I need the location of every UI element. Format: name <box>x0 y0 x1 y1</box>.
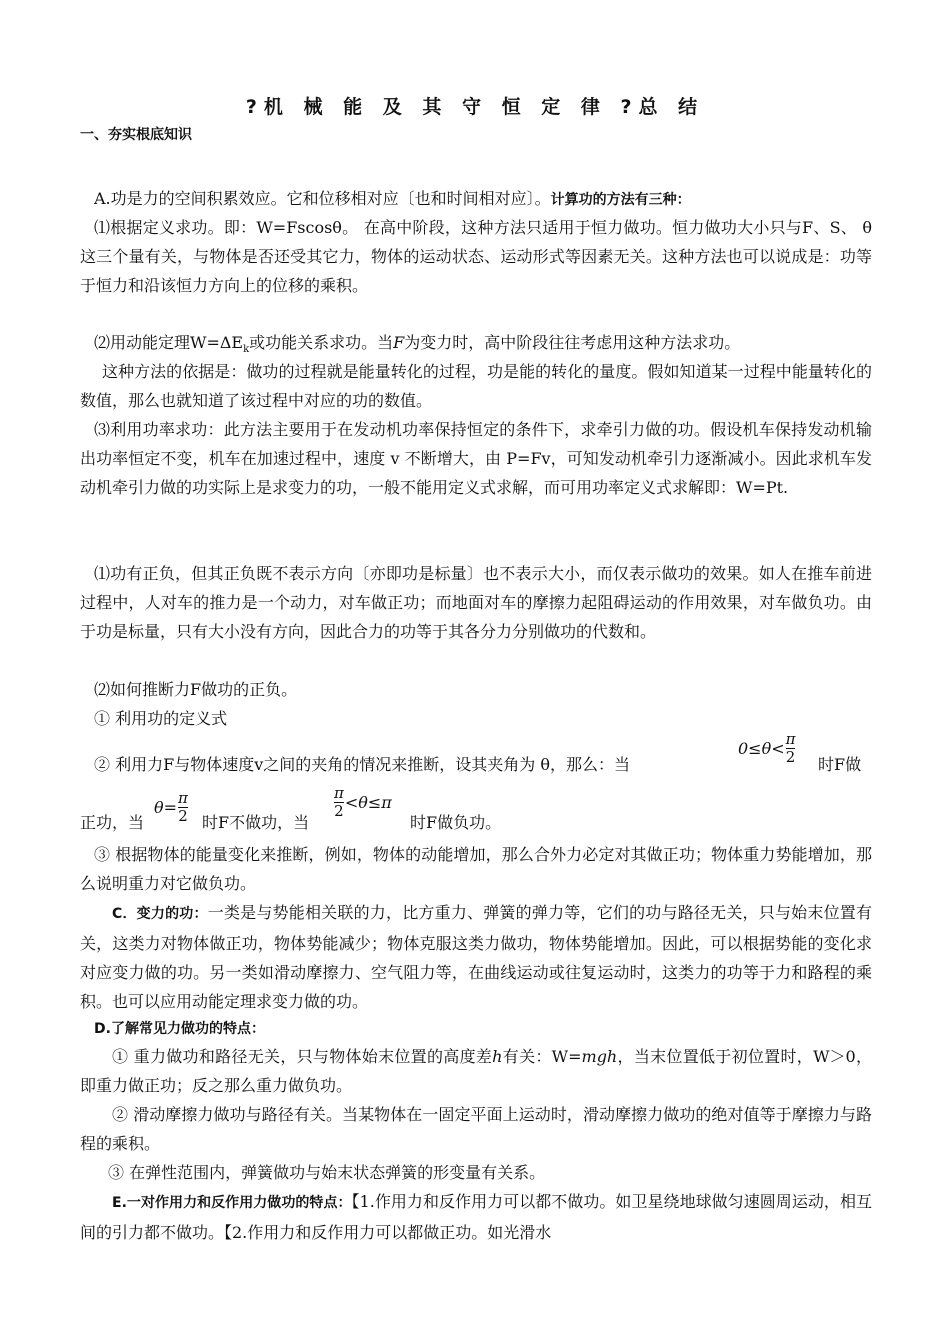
formula-negative-work <box>333 785 392 820</box>
gravity-work-text-a: ① 重力做功和路径无关，只与物体始末位置的高度差 <box>112 1047 493 1066</box>
angle-method-tail: 时F做 <box>818 755 862 774</box>
formula-3-fraction <box>334 785 344 820</box>
method-2-variable: F <box>393 333 405 352</box>
gravity-work-h: h <box>492 1047 503 1066</box>
formula-3-post: <θ≤π <box>344 793 392 812</box>
paragraph-definition-method: ① 利用功的定义式 <box>94 709 228 728</box>
positive-work-text: 正功，当 <box>80 813 145 832</box>
formula-3-numerator: π <box>334 784 344 802</box>
paragraph-energy-method: ③ 根据物体的能量变化来推断，例如，物体的动能增加，那么合外力必定对其做正功；物体重力势能增加，那么说明重力对它做负功。 <box>80 845 872 893</box>
paragraph-judge-sign: ⑵如何推断力F做功的正负。 <box>94 680 298 699</box>
gravity-work-text-b: 有关：W= <box>502 1047 582 1066</box>
paragraph-method-3: ⑶利用功率求功：此方法主要用于在发动机功率保持恒定的条件下，求牵引力做的功。假设机车保持发动机输出功率恒定不变，机车在加速过程中，速度 v 不断增大，由 P=Fv，可知发动机牵引力逐渐减小。因此求机车发动机牵引力做的功实际上是求变力的功，一般不能用定义式求解，而可用功率定义式求解即：W=Pt. <box>80 420 872 497</box>
paragraph-spring-work: ③ 在弹性范围内，弹簧做功与始末状态弹簧的形变量有关系。 <box>108 1163 546 1182</box>
gravity-work-text-c: ，当末位置低于初位置时，W＞0，即重力做正功；反之那么重力做负功。 <box>80 1047 872 1095</box>
paragraph-friction-work: ② 滑动摩擦力做功与路径有关。当某物体在一固定平面上运动时，滑动摩擦力做功的绝对值等于摩擦力与路程的乘积。 <box>80 1105 872 1153</box>
action-reaction-text: 【1.作用力和反作用力可以都不做功。如卫星绕地球做匀速圆周运动，相互间的引力都不做功。【2.作用力和反作用力可以都做正功。如光滑水 <box>80 1192 872 1242</box>
common-forces-heading: D.了解常见力做功的特点： <box>94 1021 265 1037</box>
negative-work-text: 时F做负功。 <box>410 813 502 832</box>
variable-force-heading: C．变力的功： <box>112 906 208 922</box>
formula-2-pre: θ= <box>154 798 178 817</box>
action-reaction-heading: E.一对作用力和反作用力做功的特点： <box>112 1195 352 1211</box>
paragraph-method-2-basis: 这种方法的依据是：做功的过程就是能量转化的过程，功是能的转化的量度。假如知道某一过程中能量转化的数值，那么也就知道了该过程中对应的功的数值。 <box>80 362 872 410</box>
paragraph-sign-of-work: ⑴功有正负，但其正负既不表示方向〔亦即功是标量〕也不表示大小，而仅表示做功的效果。如人在推车前进过程中，人对车的推力是一个动力，对车做正功；而地面对车的摩擦力起阻碍运动的作用效果，对车做负功。由于功是标量，只有大小没有方向，因此合力的功等于其各分力分别做功的代数和。 <box>80 564 872 641</box>
formula-1-numerator: π <box>785 730 796 748</box>
formula-2-numerator: π <box>178 789 188 807</box>
paragraph-variable-force <box>80 898 872 1016</box>
gravity-work-mgh: mgh <box>581 1047 618 1066</box>
formula-1-denominator: 2 <box>785 748 796 766</box>
paragraph-a-bold: 计算功的方法有三种： <box>550 192 691 208</box>
paragraph-gravity-work <box>80 1042 872 1100</box>
variable-force-text: 一类是与势能相关联的力，比方重力、弹簧的弹力等，它们的功与路径无关，只与始末位置有关，这类力对物体做正功，物体势能减少；物体克服这类力做功，物体势能增加。因此，可以根据势能的变化求对应变力做的功。另一类如滑动摩擦力、空气阻力等，在曲线运动或往复运动时，这类力的功等于力和路程的乘积。也可以应用动能定理求变力做的功。 <box>80 903 872 1011</box>
method-2-subscript: k <box>243 344 250 356</box>
paragraph-a <box>80 184 872 215</box>
page-title: ?机 械 能 及 其 守 恒 定 律 ?总 结 <box>245 96 705 118</box>
formula-positive-work <box>738 731 796 766</box>
heading-common-forces <box>94 1013 872 1044</box>
method-2-text-a: ⑵用动能定理W=ΔE <box>94 333 244 352</box>
paragraph-action-reaction <box>80 1187 872 1247</box>
formula-1-fraction <box>786 731 796 766</box>
section-heading: 一、夯实根底知识 <box>80 127 192 143</box>
angle-method-text: ② 利用力F与物体速度v之间的夹角的情况来推断，设其夹角为 θ，那么：当 <box>94 755 630 774</box>
method-2-text-b: 或功能关系求功。当 <box>249 333 394 352</box>
formula-1-pre: 0≤θ< <box>738 739 785 758</box>
formula-2-denominator: 2 <box>178 807 188 825</box>
formula-3-denominator: 2 <box>334 802 344 820</box>
formula-2-fraction <box>178 790 188 825</box>
zero-work-text: 时F不做功，当 <box>202 813 310 832</box>
paragraph-a-text: A.功是力的空间积累效应。它和位移相对应〔也和时间相对应〕。 <box>94 189 551 208</box>
method-2-text-c: 为变力时，高中阶段往往考虑用这种方法求功。 <box>404 333 741 352</box>
formula-zero-work <box>154 790 189 825</box>
paragraph-method-1: ⑴根据定义求功。即：W=Fscosθ。 在高中阶段，这种方法只适用于恒力做功。恒力做功大小只与F、S、 θ 这三个量有关，与物体是否还受其它力，物体的运动状态、运动形式等因素无关。这种方法也可以说成是：功等于恒力和沿该恒力方向上的位移的乘积。 <box>80 218 872 295</box>
